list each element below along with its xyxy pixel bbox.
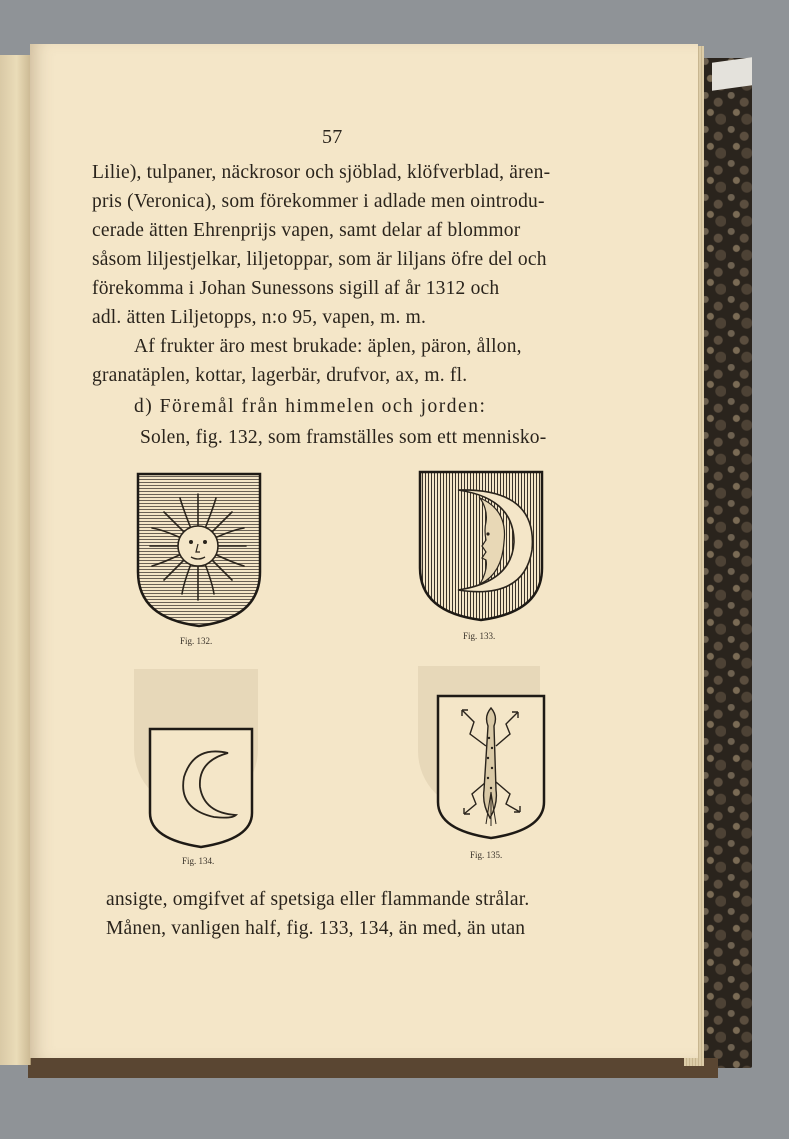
text-line-3: cerade ätten Ehrenprijs vapen, samt delar af blommor (92, 220, 521, 241)
text-line-2: pris (Veronica), som förekommer i adlade men ointrodu- (92, 191, 545, 212)
text-line-bottom-2: Månen, vanligen half, fig. 133, 134, än med, än utan (106, 918, 526, 939)
text-line-bottom-1: ansigte, omgifvet af spetsiga eller flammande strålar. (106, 889, 530, 910)
sun-shield-figure (136, 472, 262, 628)
crescent-face-shield-figure (418, 470, 544, 622)
text-line-1: Lilie), tulpaner, näckrosor och sjöblad, klöfverblad, ären- (92, 162, 551, 183)
back-cover-corner (712, 57, 752, 91)
bottom-cover-board (28, 1058, 718, 1078)
crescent-shield-figure (148, 727, 254, 849)
text-line-4: såsom liljestjelkar, liljetoppar, som är liljans öfre del och (92, 249, 547, 270)
thunderbolt-shield-figure (436, 694, 546, 840)
text-line-7: Af frukter äro mest brukade: äplen, päron, ållon, (134, 336, 522, 357)
figure-caption-134: Fig. 134. (182, 856, 215, 866)
left-page-edge (0, 55, 31, 1065)
text-line-6: adl. ätten Liljetopps, n:o 95, vapen, m. m. (92, 307, 427, 328)
section-heading: d) Föremål från himmelen och jorden: (134, 396, 487, 417)
text-line-5: förekomma i Johan Sunessons sigill af år 1312 och (92, 278, 500, 299)
figure-caption-135: Fig. 135. (470, 850, 503, 860)
figure-caption-133: Fig. 133. (463, 631, 496, 641)
figure-caption-132: Fig. 132. (180, 636, 213, 646)
page-number: 57 (322, 126, 343, 148)
book-page (30, 44, 698, 1058)
text-line-8: granatäplen, kottar, lagerbär, drufvor, ax, m. fl. (92, 365, 468, 386)
back-cover-board (700, 58, 752, 1068)
text-line-solen: Solen, fig. 132, som framställes som ett mennisko- (140, 427, 547, 448)
